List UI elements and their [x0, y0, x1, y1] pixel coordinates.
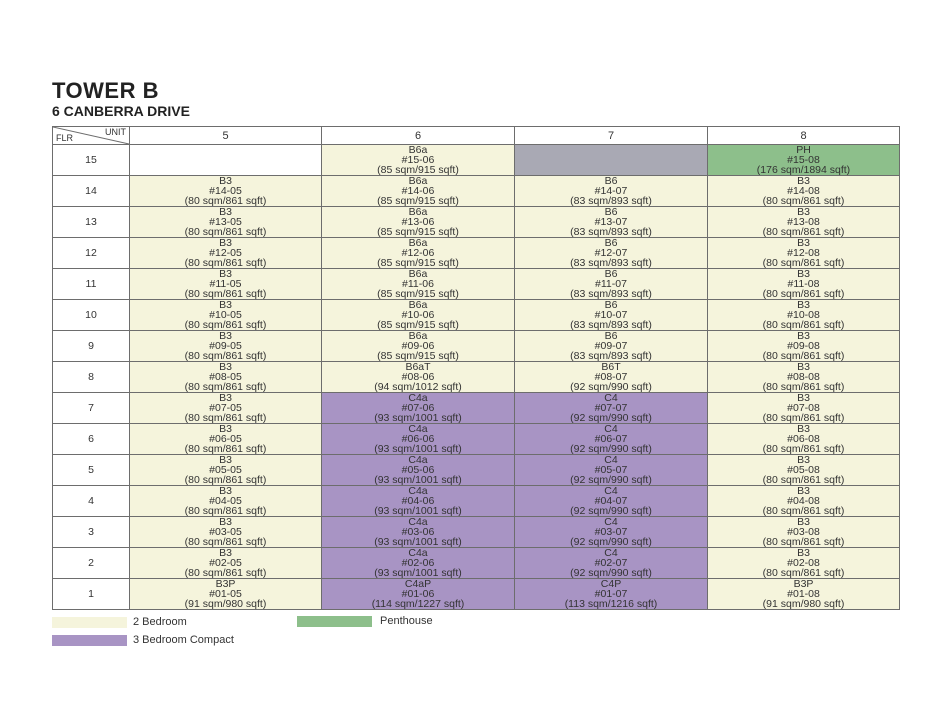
unit-code: B3	[797, 237, 810, 249]
unit-code: C4aP	[404, 578, 432, 590]
unit-size: (80 sqm/861 sqft)	[762, 536, 845, 548]
unit-cell	[130, 393, 322, 424]
unit-cell	[515, 269, 708, 300]
unit-size: (85 sqm/915 sqft)	[377, 226, 459, 238]
legend-swatch-penthouse	[297, 616, 372, 627]
unit-cell	[708, 238, 900, 269]
unit-size: (83 sqm/893 sqft)	[570, 319, 652, 331]
floor-number: 13	[53, 207, 130, 238]
unit-cell	[515, 331, 708, 362]
unit-unit: #11-05	[209, 278, 242, 290]
unit-code: C4	[604, 516, 618, 528]
floor-number: 1	[53, 579, 130, 610]
floor-row	[53, 269, 900, 300]
unit-code: B6a	[408, 268, 428, 280]
unit-cell	[130, 238, 322, 269]
unit-unit: #09-08	[787, 340, 820, 352]
unit-cell	[322, 455, 515, 486]
unit-cell	[515, 393, 708, 424]
unit-cell	[130, 455, 322, 486]
unit-cell	[130, 176, 322, 207]
unit-code: C4P	[600, 578, 622, 590]
unit-code: B3	[219, 392, 232, 404]
unit-code: B3	[219, 516, 232, 528]
unit-cell	[515, 176, 708, 207]
unit-unit: #13-08	[787, 216, 820, 228]
floor-number: 12	[53, 238, 130, 269]
unit-code: B6	[604, 175, 618, 187]
unit-unit: #02-07	[594, 557, 628, 569]
unit-unit: #14-05	[209, 185, 242, 197]
unit-cell	[322, 362, 515, 393]
unit-code: B3	[219, 237, 232, 249]
floor-number: 3	[53, 517, 130, 548]
unit-unit: #03-05	[209, 526, 242, 538]
unit-unit: #11-07	[595, 278, 627, 290]
unit-code: B3P	[215, 578, 236, 590]
unit-cell	[515, 424, 708, 455]
unit-table	[52, 126, 900, 610]
floor-number: 5	[53, 455, 130, 486]
unit-code: B3	[219, 423, 232, 435]
unit-unit: #03-08	[787, 526, 820, 538]
unit-cell	[130, 207, 322, 238]
unit-size: (94 sqm/1012 sqft)	[374, 381, 462, 393]
unit-unit: #07-08	[787, 402, 820, 414]
unit-code: C4	[604, 392, 618, 404]
unit-cell	[515, 207, 708, 238]
unit-size: (92 sqm/990 sqft)	[570, 505, 652, 517]
unit-size: (85 sqm/915 sqft)	[377, 164, 459, 176]
unit-code: B6	[604, 237, 618, 249]
unit-code: C4	[604, 547, 618, 559]
unit-code: B3	[797, 423, 810, 435]
unit-unit: #10-05	[209, 309, 242, 321]
legend-swatch-two-bedroom	[52, 617, 127, 628]
floor-row	[53, 300, 900, 331]
legend-swatch-three-bedroom-compact	[52, 635, 127, 646]
unit-size: (93 sqm/1001 sqft)	[374, 412, 462, 424]
unit-size: (92 sqm/990 sqft)	[570, 474, 652, 486]
unit-code: B3	[219, 268, 232, 280]
floor-number: 15	[53, 145, 130, 176]
unit-size: (93 sqm/1001 sqft)	[374, 536, 462, 548]
unit-cell	[130, 145, 322, 176]
legend-label-three-bedroom-compact: 3 Bedroom Compact	[133, 634, 234, 646]
unit-unit: #12-08	[787, 247, 820, 259]
unit-cell	[130, 362, 322, 393]
unit-cell	[708, 486, 900, 517]
unit-unit: #09-06	[401, 340, 435, 352]
unit-cell	[322, 207, 515, 238]
floor-number: 6	[53, 424, 130, 455]
unit-code: B6	[604, 206, 618, 218]
unit-code: B6aT	[405, 361, 431, 373]
unit-cell	[322, 300, 515, 331]
unit-size: (80 sqm/861 sqft)	[762, 350, 845, 362]
unit-cell	[322, 579, 515, 610]
unit-cell	[515, 486, 708, 517]
unit-unit: #05-08	[787, 464, 820, 476]
unit-size: (80 sqm/861 sqft)	[184, 288, 267, 300]
unit-size: (93 sqm/1001 sqft)	[374, 474, 462, 486]
unit-code: B3	[797, 454, 810, 466]
unit-unit: #06-08	[787, 433, 820, 445]
unit-size: (80 sqm/861 sqft)	[184, 474, 267, 486]
floor-row	[53, 331, 900, 362]
floor-row	[53, 145, 900, 176]
unit-cell	[708, 145, 900, 176]
unit-unit: #12-07	[594, 247, 628, 259]
unit-code: C4	[604, 454, 618, 466]
unit-unit: #04-05	[209, 495, 242, 507]
unit-cell	[708, 548, 900, 579]
unit-code: B3	[797, 175, 810, 187]
unit-code: B3	[797, 485, 810, 497]
unit-size: (80 sqm/861 sqft)	[762, 474, 845, 486]
unit-unit: #09-07	[594, 340, 628, 352]
unit-unit: #05-05	[209, 464, 242, 476]
unit-code: B6	[604, 299, 618, 311]
unit-size: (83 sqm/893 sqft)	[570, 257, 652, 269]
unit-unit: #08-05	[209, 371, 242, 383]
unit-cell	[322, 176, 515, 207]
unit-code: B6a	[408, 206, 428, 218]
unit-cell	[708, 393, 900, 424]
unit-code: B6a	[408, 299, 428, 311]
unit-cell	[515, 145, 708, 176]
unit-code: B6T	[601, 361, 621, 373]
unit-cell	[322, 424, 515, 455]
unit-unit: #10-08	[787, 309, 820, 321]
unit-code: B6a	[408, 237, 428, 249]
unit-cell	[515, 362, 708, 393]
floor-number: 4	[53, 486, 130, 517]
unit-code: B3	[219, 299, 232, 311]
unit-size: (80 sqm/861 sqft)	[762, 567, 845, 579]
unit-cell	[708, 517, 900, 548]
unit-cell	[322, 145, 515, 176]
unit-code: B3P	[793, 578, 814, 590]
unit-unit: #06-06	[401, 433, 435, 445]
unit-size: (80 sqm/861 sqft)	[762, 257, 845, 269]
unit-cell	[708, 362, 900, 393]
unit-header: 7	[515, 127, 708, 145]
unit-code: B3	[797, 516, 810, 528]
unit-cell	[322, 238, 515, 269]
floor-number: 2	[53, 548, 130, 579]
unit-unit: #07-06	[401, 402, 435, 414]
unit-size: (93 sqm/1001 sqft)	[374, 505, 462, 517]
unit-unit: #15-08	[787, 154, 820, 166]
unit-cell	[515, 455, 708, 486]
floor-number: 7	[53, 393, 130, 424]
unit-unit: #05-06	[401, 464, 435, 476]
unit-cell	[322, 269, 515, 300]
floor-row	[53, 424, 900, 455]
floor-number: 10	[53, 300, 130, 331]
unit-unit: #10-07	[594, 309, 628, 321]
unit-code: C4a	[408, 485, 428, 497]
unit-cell	[322, 548, 515, 579]
unit-size: (85 sqm/915 sqft)	[377, 257, 459, 269]
unit-size: (92 sqm/990 sqft)	[570, 567, 652, 579]
unit-table-body	[53, 145, 900, 610]
header-row	[53, 127, 900, 145]
unit-cell	[515, 238, 708, 269]
unit-cell	[515, 548, 708, 579]
unit-unit: #01-05	[209, 588, 242, 600]
floor-row	[53, 362, 900, 393]
unit-cell	[708, 331, 900, 362]
unit-size: (80 sqm/861 sqft)	[762, 226, 845, 238]
floor-number: 9	[53, 331, 130, 362]
unit-code: C4a	[408, 516, 428, 528]
unit-cell	[515, 517, 708, 548]
unit-code: B3	[797, 547, 810, 559]
unit-unit: #07-05	[209, 402, 242, 414]
unit-size: (83 sqm/893 sqft)	[570, 350, 652, 362]
unit-unit: #02-06	[401, 557, 435, 569]
unit-cell	[322, 393, 515, 424]
floor-row	[53, 176, 900, 207]
unit-size: (92 sqm/990 sqft)	[570, 381, 652, 393]
unit-code: B3	[219, 485, 232, 497]
unit-size: (80 sqm/861 sqft)	[184, 412, 267, 424]
unit-size: (85 sqm/915 sqft)	[377, 195, 459, 207]
unit-size: (80 sqm/861 sqft)	[184, 567, 267, 579]
unit-unit: #03-06	[401, 526, 435, 538]
unit-unit: #05-07	[594, 464, 628, 476]
unit-size: (80 sqm/861 sqft)	[762, 288, 845, 300]
page-title: TOWER B	[52, 78, 159, 103]
unit-code: C4a	[408, 423, 428, 435]
unit-code: B6	[604, 268, 618, 280]
unit-code: B3	[219, 330, 232, 342]
unit-cell	[708, 207, 900, 238]
unit-unit: #14-07	[594, 185, 628, 197]
unit-unit: #08-06	[401, 371, 435, 383]
unit-size: (80 sqm/861 sqft)	[184, 319, 267, 331]
unit-unit: #03-07	[594, 526, 628, 538]
floor-row	[53, 393, 900, 424]
unit-unit: #01-06	[401, 588, 435, 600]
unit-code: C4	[604, 485, 618, 497]
floor-number: 11	[53, 269, 130, 300]
unit-unit: #08-07	[594, 371, 628, 383]
unit-unit: #04-06	[401, 495, 435, 507]
floor-row	[53, 548, 900, 579]
floor-row	[53, 579, 900, 610]
unit-size: (80 sqm/861 sqft)	[184, 381, 267, 393]
unit-size: (93 sqm/1001 sqft)	[374, 567, 462, 579]
unit-cell	[322, 517, 515, 548]
unit-size: (92 sqm/990 sqft)	[570, 536, 652, 548]
unit-code: PH	[796, 144, 811, 156]
unit-cell	[130, 548, 322, 579]
unit-size: (92 sqm/990 sqft)	[570, 412, 652, 424]
unit-cell	[708, 269, 900, 300]
unit-code: B6a	[408, 330, 428, 342]
unit-cell	[130, 517, 322, 548]
unit-size: (83 sqm/893 sqft)	[570, 226, 652, 238]
unit-cell	[130, 269, 322, 300]
unit-code: B3	[219, 361, 232, 373]
unit-code: B3	[797, 206, 810, 218]
unit-size: (80 sqm/861 sqft)	[184, 195, 267, 207]
unit-unit: #13-07	[594, 216, 628, 228]
unit-size: (83 sqm/893 sqft)	[570, 195, 652, 207]
unit-unit: #02-05	[209, 557, 242, 569]
unit-size: (83 sqm/893 sqft)	[570, 288, 652, 300]
unit-unit: #11-08	[787, 278, 820, 290]
unit-unit: #06-05	[209, 433, 242, 445]
unit-unit: #08-08	[787, 371, 820, 383]
unit-size: (80 sqm/861 sqft)	[762, 505, 845, 517]
unit-size: (85 sqm/915 sqft)	[377, 350, 459, 362]
unit-unit: #15-06	[401, 154, 435, 166]
floor-label: FLR	[56, 133, 74, 143]
unit-cell	[130, 579, 322, 610]
unit-unit: #09-05	[209, 340, 242, 352]
unit-cell	[130, 331, 322, 362]
unit-size: (91 sqm/980 sqft)	[762, 598, 845, 610]
unit-cell	[130, 486, 322, 517]
unit-size: (80 sqm/861 sqft)	[184, 350, 267, 362]
unit-unit: #01-07	[594, 588, 628, 600]
unit-size: (93 sqm/1001 sqft)	[374, 443, 462, 455]
unit-code: C4a	[408, 392, 428, 404]
unit-unit: #04-08	[787, 495, 820, 507]
unit-code: B6a	[408, 144, 428, 156]
unit-unit: #14-06	[401, 185, 435, 197]
floor-row	[53, 517, 900, 548]
unit-code: B3	[797, 361, 810, 373]
unit-size: (80 sqm/861 sqft)	[762, 381, 845, 393]
unit-cell	[515, 579, 708, 610]
unit-cell	[708, 579, 900, 610]
unit-cell	[708, 424, 900, 455]
unit-size: (80 sqm/861 sqft)	[184, 226, 267, 238]
unit-unit: #11-06	[402, 278, 434, 290]
unit-size: (114 sqm/1227 sqft)	[371, 598, 465, 610]
floor-row	[53, 455, 900, 486]
unit-cell	[322, 486, 515, 517]
unit-cell	[708, 300, 900, 331]
unit-code: B3	[219, 175, 232, 187]
unit-code: B3	[219, 547, 232, 559]
unit-code: B3	[797, 299, 810, 311]
unit-cell	[322, 331, 515, 362]
unit-code: B3	[219, 454, 232, 466]
unit-unit: #04-07	[594, 495, 628, 507]
unit-header: 6	[322, 127, 515, 145]
unit-label: UNIT	[105, 127, 126, 137]
legend-label-two-bedroom: 2 Bedroom	[133, 616, 187, 628]
unit-size: (80 sqm/861 sqft)	[762, 195, 845, 207]
unit-unit: #14-08	[787, 185, 820, 197]
unit-code: C4a	[408, 547, 428, 559]
unit-size: (85 sqm/915 sqft)	[377, 288, 459, 300]
unit-cell	[130, 424, 322, 455]
unit-size: (80 sqm/861 sqft)	[762, 412, 845, 424]
page-subtitle: 6 CANBERRA DRIVE	[52, 103, 190, 119]
unit-cell	[515, 300, 708, 331]
unit-code: B3	[219, 206, 232, 218]
unit-size: (176 sqm/1894 sqft)	[756, 164, 851, 176]
unit-size: (80 sqm/861 sqft)	[762, 319, 845, 331]
floor-row	[53, 486, 900, 517]
unit-code: B6a	[408, 175, 428, 187]
unit-size: (85 sqm/915 sqft)	[377, 319, 459, 331]
unit-unit: #01-08	[787, 588, 820, 600]
unit-size: (91 sqm/980 sqft)	[184, 598, 267, 610]
unit-size: (80 sqm/861 sqft)	[762, 443, 845, 455]
unit-size: (80 sqm/861 sqft)	[184, 505, 267, 517]
unit-unit: #02-08	[787, 557, 820, 569]
unit-code: B3	[797, 330, 810, 342]
unit-cell	[708, 176, 900, 207]
unit-cell	[130, 300, 322, 331]
unit-unit: #13-06	[401, 216, 435, 228]
unit-header: 5	[130, 127, 322, 145]
corner-cell	[53, 127, 130, 145]
unit-unit: #12-06	[401, 247, 435, 259]
unit-unit: #13-05	[209, 216, 242, 228]
unit-code: C4	[604, 423, 618, 435]
floor-number: 14	[53, 176, 130, 207]
unit-code: B3	[797, 392, 810, 404]
unit-header: 8	[708, 127, 900, 145]
unit-size: (80 sqm/861 sqft)	[184, 536, 267, 548]
floor-number: 8	[53, 362, 130, 393]
unit-unit: #12-05	[209, 247, 242, 259]
unit-unit: #10-06	[401, 309, 435, 321]
legend-label-penthouse: Penthouse	[380, 615, 433, 627]
unit-size: (113 sqm/1216 sqft)	[564, 598, 658, 610]
unit-cell	[708, 455, 900, 486]
unit-code: B3	[797, 268, 810, 280]
unit-unit: #06-07	[594, 433, 628, 445]
unit-code: C4a	[408, 454, 428, 466]
floor-row	[53, 207, 900, 238]
unit-size: (92 sqm/990 sqft)	[570, 443, 652, 455]
unit-code: B6	[604, 330, 618, 342]
floor-row	[53, 238, 900, 269]
unit-unit: #07-07	[594, 402, 628, 414]
unit-size: (80 sqm/861 sqft)	[184, 443, 267, 455]
unit-size: (80 sqm/861 sqft)	[184, 257, 267, 269]
